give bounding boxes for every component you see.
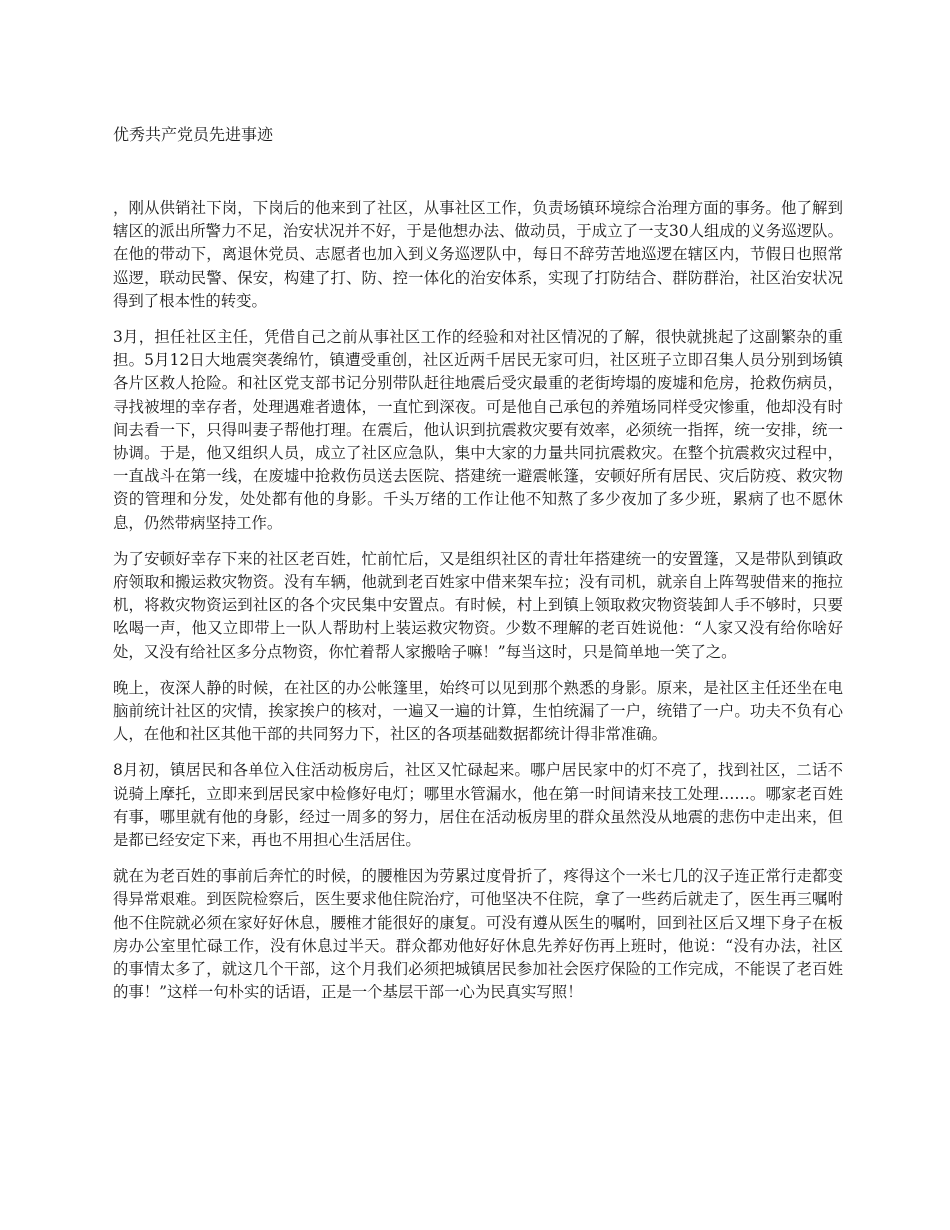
paragraph: 就在为老百姓的事前后奔忙的时候，的腰椎因为劳累过度骨折了，疼得这个一米七几的汉子连正常行走都变得异常艰难。到医院检察后，医生要求他住院治疗，可他坚决不住院，拿了一些药后就走了，医生再三嘱咐他不住院就必须在家好好休息，腰椎才能很好的康复。可没有遵从医生的嘱咐，回到社区后又埋下身子在板房办公室里忙碌工作，没有休息过半天。群众都劝他好好休息先养好伤再上班时，他说：“没有办法，社区的事情太多了，就这几个干部，这个月我们必须把城镇居民参加社会医疗保险的工作完成，不能误了老百姓的事！”这样一句朴实的话语，正是一个基层干部一心为民真实写照！: [113, 867, 843, 1002]
paragraph: 8月初，镇居民和各单位入住活动板房后，社区又忙碌起来。哪户居民家中的灯不亮了，找到社区，二话不说骑上摩托，立即来到居民家中检修好电灯；哪里水管漏水，他在第一时间请来技工处理……。哪家老百姓有事，哪里就有他的身影，经过一周多的努力，居住在活动板房里的群众虽然没从地震的悲伤中走出来，但是都已经安定下来，再也不用担心生活居住。: [113, 761, 843, 850]
paragraph: ，刚从供销社下岗，下岗后的他来到了社区，从事社区工作，负责场镇环境综合治理方面的事务。他了解到辖区的派出所警力不足，治安状况并不好，于是他想办法、做动员，于成立了一支30人组成的义务巡逻队。在他的带动下，离退休党员、志愿者也加入到义务巡逻队中，每日不辞劳苦地巡逻在辖区内，节假日也照常巡逻，联动民警、保安，构建了打、防、控一体化的治安体系，实现了打防结合、群防群治，社区治安状况得到了根本性的转变。: [113, 199, 843, 310]
document-body: [113, 197, 843, 1018]
paragraph: 3月，担任社区主任，凭借自己之前从事社区工作的经验和对社区情况的了解，很快就挑起了这副繁杂的重担。5月12日大地震突袭绵竹，镇遭受重创，社区近两千居民无家可归，社区班子立即召集人员分别到场镇各片区救人抢险。和社区党支部书记分别带队赶往地震后受灾最重的老街垮塌的废墟和危房，抢救伤病员，寻找被埋的幸存者，处理遇难者遗体，一直忙到深夜。可是他自己承包的养殖场同样受灾惨重，他却没有时间去看一下，只得叫妻子帮他打理。在震后，他认识到抗震救灾要有效率，必须统一指挥，统一安排，统一协调。于是，他又组织人员，成立了社区应急队，集中大家的力量共同抗震救灾。在整个抗震救灾过程中，一直战斗在第一线，在废墟中抢救伤员送去医院、搭建统一避震帐篷，安顿好所有居民、灾后防疫、救灾物资的管理和分发，处处都有他的身影。千头万绪的工作让他不知熬了多少夜加了多少班，累病了也不愿休息，仍然带病坚持工作。: [113, 328, 843, 532]
document-title: 优秀共产党员先进事迹: [113, 125, 274, 144]
paragraph: 晚上，夜深人静的时候，在社区的办公帐篷里，始终可以见到那个熟悉的身影。原来，是社区主任还坐在电脑前统计社区的灾情，挨家挨户的核对，一遍又一遍的计算，生怕统漏了一户，统错了一户。功夫不负有心人，在他和社区其他干部的共同努力下，社区的各项基础数据都统计得非常准确。: [113, 678, 843, 744]
paragraph: 为了安顿好幸存下来的社区老百姓，忙前忙后，又是组织社区的青壮年搭建统一的安置篷，又是带队到镇政府领取和搬运救灾物资。没有车辆，他就到老百姓家中借来架车拉；没有司机，就亲自上阵驾驶借来的拖拉机，将救灾物资运到社区的各个灾民集中安置点。有时候，村上到镇上领取救灾物资装卸人手不够时，只要吆喝一声，他又立即带上一队人帮助村上装运救灾物资。少数不理解的老百姓说他：“人家又没有给你啥好处，又没有给社区多分点物资，你忙着帮人家搬啥子嘛！”每当这时，只是简单地一笑了之。: [113, 549, 843, 661]
